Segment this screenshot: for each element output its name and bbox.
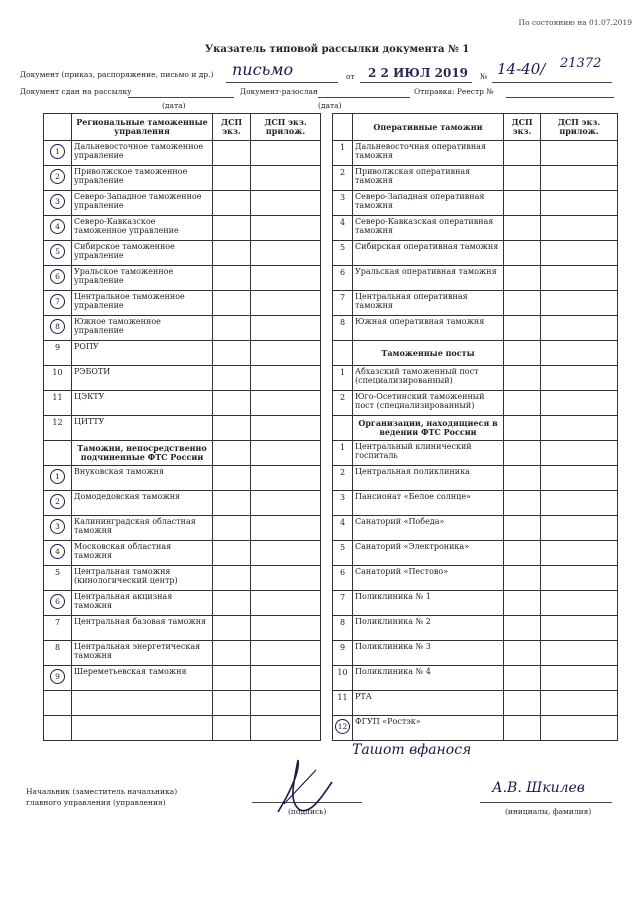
as-of-date: По состоянию на 01.07.2019 [518, 18, 632, 27]
right-recipient-name: Поликлиника № 2 [353, 616, 504, 641]
row-number-right: 2 [333, 166, 353, 191]
column-separator [321, 616, 333, 641]
column-separator [321, 441, 333, 466]
left-recipient-name: Южное таможенное управление [72, 316, 213, 341]
table-row [44, 541, 618, 566]
left-dsp-attach-cell [251, 516, 321, 541]
left-recipient-name [72, 716, 213, 741]
row-number-right [333, 416, 353, 441]
left-dsp-attach-cell [251, 291, 321, 316]
right-recipient-name: Центральный клинический госпиталь [353, 441, 504, 466]
right-dsp-copy-cell [504, 291, 541, 316]
column-separator [321, 191, 333, 216]
left-dsp-copy-cell [213, 441, 251, 466]
row-number-left-value: 2 [50, 494, 65, 509]
row-number-left [44, 391, 72, 416]
right-recipient-name: ФГУП «Ростэк» [353, 716, 504, 741]
right-dsp-attach-cell [541, 616, 618, 641]
table-row [44, 566, 618, 591]
row-number-left-value: 6 [50, 594, 65, 609]
row-number-right: 8 [333, 316, 353, 341]
left-dsp-copy-cell [213, 541, 251, 566]
header-dsp-attach-left: ДСП экз. прилож. [251, 114, 321, 141]
row-number-right: 8 [333, 616, 353, 641]
left-dsp-attach-cell [251, 491, 321, 516]
right-dsp-copy-cell [504, 691, 541, 716]
column-separator [321, 416, 333, 441]
left-recipient-name: Приволжское таможенное управление [72, 166, 213, 191]
row-number-left [44, 316, 72, 341]
right-recipient-name: Уральская оперативная таможня [353, 266, 504, 291]
row-number-right: 3 [333, 191, 353, 216]
left-dsp-attach-cell [251, 616, 321, 641]
header-dsp-copy-right: ДСП экз. [504, 114, 541, 141]
right-recipient-name: Центральная оперативная таможня [353, 291, 504, 316]
column-separator [321, 241, 333, 266]
row-number-left [44, 216, 72, 241]
left-dsp-copy-cell [213, 191, 251, 216]
right-dsp-attach-cell [541, 666, 618, 691]
row-number-left [44, 341, 72, 366]
left-dsp-attach-cell [251, 541, 321, 566]
row-number-left [44, 516, 72, 541]
left-dsp-attach-cell [251, 191, 321, 216]
right-recipient-name: Южная оперативная таможня [353, 316, 504, 341]
left-recipient-name [72, 691, 213, 716]
right-recipient-name: Дальневосточная оперативная таможня [353, 141, 504, 166]
table-row [44, 441, 618, 466]
left-dsp-copy-cell [213, 641, 251, 666]
column-separator [321, 691, 333, 716]
signer-label-2: главного управления (управления) [26, 798, 166, 807]
table-row [44, 516, 618, 541]
row-number-left [44, 591, 72, 616]
left-dsp-copy-cell [213, 166, 251, 191]
table-header-row [44, 114, 618, 141]
row-number-left-value: 3 [50, 519, 65, 534]
column-separator [321, 641, 333, 666]
left-dsp-copy-cell [213, 691, 251, 716]
row-number-right: 6 [333, 566, 353, 591]
header-left-name: Региональные таможенные управления [72, 114, 213, 141]
left-dsp-attach-cell [251, 441, 321, 466]
left-dsp-attach-cell [251, 666, 321, 691]
column-separator [321, 716, 333, 741]
right-dsp-copy-cell [504, 241, 541, 266]
doc-type-value: письмо [232, 60, 294, 79]
right-dsp-attach-cell [541, 141, 618, 166]
right-recipient-name: Юго-Осетинский таможенный пост (специализированный) [353, 391, 504, 416]
column-separator [321, 141, 333, 166]
row-number-left [44, 166, 72, 191]
right-dsp-copy-cell [504, 441, 541, 466]
right-dsp-copy-cell [504, 516, 541, 541]
right-recipient-name: Поликлиника № 4 [353, 666, 504, 691]
table-row [44, 591, 618, 616]
column-separator [321, 366, 333, 391]
right-dsp-attach-cell [541, 516, 618, 541]
left-dsp-copy-cell [213, 416, 251, 441]
right-dsp-copy-cell [504, 166, 541, 191]
row-number-left-value: 1 [50, 144, 65, 159]
left-recipient-name: Центральное таможенное управление [72, 291, 213, 316]
row-number-right: 2 [333, 391, 353, 416]
left-dsp-attach-cell [251, 316, 321, 341]
left-dsp-attach-cell [251, 641, 321, 666]
left-recipient-name: Сибирское таможенное управление [72, 241, 213, 266]
right-recipient-name: Поликлиника № 1 [353, 591, 504, 616]
left-dsp-attach-cell [251, 591, 321, 616]
left-dsp-attach-cell [251, 216, 321, 241]
page-title: Указатель типовой рассылки документа № 1 [205, 44, 470, 55]
row-number-left [44, 466, 72, 491]
left-recipient-name: Северо-Западное таможенное управление [72, 191, 213, 216]
table-row [44, 316, 618, 341]
left-dsp-copy-cell [213, 266, 251, 291]
row-number-right: 1 [333, 366, 353, 391]
left-recipient-name: Северо-Кавказское таможенное управление [72, 216, 213, 241]
right-dsp-attach-cell [541, 491, 618, 516]
table-row [44, 191, 618, 216]
right-recipient-name: Санаторий «Победа» [353, 516, 504, 541]
date-stamp: 2 2 ИЮЛ 2019 [368, 66, 469, 80]
row-number-right: 2 [333, 466, 353, 491]
left-dsp-copy-cell [213, 716, 251, 741]
row-number-left-value: 10 [52, 368, 63, 377]
left-recipient-name: Калининградская областная таможня [72, 516, 213, 541]
right-recipient-name: Центральная поликлиника [353, 466, 504, 491]
row-number-left-value: 8 [50, 319, 65, 334]
number-label: № [480, 72, 488, 81]
left-dsp-copy-cell [213, 241, 251, 266]
signature-caption: (подпись) [288, 807, 327, 816]
left-dsp-copy-cell [213, 316, 251, 341]
left-recipient-name: Шереметьевская таможня [72, 666, 213, 691]
right-dsp-attach-cell [541, 291, 618, 316]
right-dsp-copy-cell [504, 541, 541, 566]
right-dsp-copy-cell [504, 391, 541, 416]
left-dsp-copy-cell [213, 666, 251, 691]
left-dsp-attach-cell [251, 341, 321, 366]
column-separator [321, 541, 333, 566]
left-dsp-copy-cell [213, 291, 251, 316]
right-dsp-copy-cell [504, 191, 541, 216]
row-number-left-value: 3 [50, 194, 65, 209]
right-dsp-attach-cell [541, 591, 618, 616]
right-recipient-name: Северо-Западная оперативная таможня [353, 191, 504, 216]
left-dsp-attach-cell [251, 716, 321, 741]
row-number-left-value: 2 [50, 169, 65, 184]
left-recipient-name: Домодедовская таможня [72, 491, 213, 516]
left-recipient-name: Внуковская таможня [72, 466, 213, 491]
row-number-left [44, 266, 72, 291]
column-separator [321, 316, 333, 341]
left-dsp-attach-cell [251, 466, 321, 491]
table-row [44, 666, 618, 691]
left-dsp-copy-cell [213, 391, 251, 416]
left-dsp-attach-cell [251, 241, 321, 266]
right-recipient-name: Поликлиника № 3 [353, 641, 504, 666]
right-recipient-name: Сибирская оперативная таможня [353, 241, 504, 266]
row-number-right: 4 [333, 516, 353, 541]
table-row [44, 716, 618, 741]
column-separator [321, 291, 333, 316]
row-number-right [333, 341, 353, 366]
doc-number-value: 14-40/ [497, 60, 546, 78]
row-number-right-value: 12 [335, 719, 350, 734]
right-dsp-copy-cell [504, 266, 541, 291]
left-dsp-attach-cell [251, 566, 321, 591]
row-number-left [44, 691, 72, 716]
left-recipient-name: ЦИТТУ [72, 416, 213, 441]
right-recipient-name: Абхазский таможенный пост (специализированный) [353, 366, 504, 391]
row-number-left [44, 641, 72, 666]
row-number-left [44, 366, 72, 391]
table-row [44, 491, 618, 516]
right-dsp-copy-cell [504, 641, 541, 666]
handwritten-note: Ташот вфанося [352, 742, 472, 758]
left-dsp-attach-cell [251, 416, 321, 441]
table-row [44, 691, 618, 716]
row-number-left-value: 6 [50, 269, 65, 284]
row-number-right: 6 [333, 266, 353, 291]
table-row [44, 291, 618, 316]
table-row [44, 416, 618, 441]
row-number-right: 10 [333, 666, 353, 691]
right-dsp-attach-cell [541, 441, 618, 466]
right-dsp-attach-cell [541, 641, 618, 666]
row-number-left [44, 416, 72, 441]
left-recipient-name: Центральная акцизная таможня [72, 591, 213, 616]
row-number-right: 4 [333, 216, 353, 241]
row-number-left [44, 716, 72, 741]
header-dsp-copy-left: ДСП экз. [213, 114, 251, 141]
row-number-left-value: 11 [52, 393, 63, 402]
signature-mark [270, 752, 340, 822]
right-dsp-copy-cell [504, 666, 541, 691]
right-recipient-name: Северо-Кавказская оперативная таможня [353, 216, 504, 241]
distribution-table [43, 113, 618, 741]
table-row [44, 141, 618, 166]
header-num-left [44, 114, 72, 141]
row-number-left-value: 9 [54, 343, 61, 352]
right-recipient-name: Санаторий «Пестово» [353, 566, 504, 591]
row-number-left-value: 5 [54, 568, 61, 577]
column-separator [321, 216, 333, 241]
right-dsp-copy-cell [504, 316, 541, 341]
right-dsp-attach-cell [541, 691, 618, 716]
row-number-left-value: 4 [50, 544, 65, 559]
name-caption: (инициалы, фамилия) [505, 807, 592, 816]
column-separator [321, 491, 333, 516]
column-separator [321, 391, 333, 416]
right-dsp-attach-cell [541, 266, 618, 291]
right-dsp-copy-cell [504, 216, 541, 241]
left-dsp-attach-cell [251, 141, 321, 166]
left-recipient-name: Таможни, непосредственно подчиненные ФТС России [72, 441, 213, 466]
row-number-left [44, 541, 72, 566]
header-right-name: Оперативные таможни [353, 114, 504, 141]
row-number-left-value: 1 [50, 469, 65, 484]
date-caption-2: (дата) [318, 101, 342, 110]
doc-type-label: Документ (приказ, распоряжение, письмо и др.) [20, 70, 214, 79]
right-dsp-attach-cell [541, 466, 618, 491]
from-label: от [346, 72, 355, 81]
row-number-left [44, 566, 72, 591]
right-dsp-copy-cell [504, 491, 541, 516]
right-dsp-attach-cell [541, 316, 618, 341]
right-dsp-copy-cell [504, 466, 541, 491]
right-dsp-attach-cell [541, 566, 618, 591]
left-recipient-name: ЦЭКТУ [72, 391, 213, 416]
left-dsp-attach-cell [251, 391, 321, 416]
right-recipient-name: Приволжская оперативная таможня [353, 166, 504, 191]
table-row [44, 391, 618, 416]
right-dsp-copy-cell [504, 566, 541, 591]
right-dsp-copy-cell [504, 716, 541, 741]
table-row [44, 216, 618, 241]
column-separator [321, 666, 333, 691]
row-number-right: 5 [333, 541, 353, 566]
left-dsp-copy-cell [213, 491, 251, 516]
column-separator [321, 266, 333, 291]
table-row [44, 266, 618, 291]
left-recipient-name: Дальневосточное таможенное управление [72, 141, 213, 166]
left-recipient-name: Центральная энергетическая таможня [72, 641, 213, 666]
right-dsp-copy-cell [504, 591, 541, 616]
row-number-right: 7 [333, 291, 353, 316]
right-dsp-attach-cell [541, 541, 618, 566]
right-dsp-attach-cell [541, 366, 618, 391]
left-recipient-name: Уральское таможенное управление [72, 266, 213, 291]
right-dsp-attach-cell [541, 391, 618, 416]
left-recipient-name: Центральная базовая таможня [72, 616, 213, 641]
row-number-right: 11 [333, 691, 353, 716]
column-separator [321, 114, 333, 141]
right-recipient-name: Пансионат «Белое солнце» [353, 491, 504, 516]
right-dsp-copy-cell [504, 616, 541, 641]
header-num-right [333, 114, 353, 141]
dispatch-label: Отправка: Реестр № [414, 87, 494, 96]
right-recipient-name: Организации, находящиеся в ведении ФТС России [353, 416, 504, 441]
left-dsp-copy-cell [213, 141, 251, 166]
left-dsp-copy-cell [213, 566, 251, 591]
row-number-right: 1 [333, 141, 353, 166]
row-number-right [333, 716, 353, 741]
right-dsp-attach-cell [541, 716, 618, 741]
left-dsp-attach-cell [251, 691, 321, 716]
left-dsp-attach-cell [251, 166, 321, 191]
submitted-label: Документ сдан на рассылку [20, 87, 132, 96]
left-dsp-copy-cell [213, 341, 251, 366]
right-dsp-copy-cell [504, 341, 541, 366]
column-separator [321, 591, 333, 616]
column-separator [321, 516, 333, 541]
row-number-left-value: 7 [50, 294, 65, 309]
row-number-right: 7 [333, 591, 353, 616]
right-dsp-attach-cell [541, 241, 618, 266]
signer-label-1: Начальник (заместитель начальника) [26, 787, 178, 796]
left-recipient-name: Центральная таможня (кинологический центр) [72, 566, 213, 591]
table-row [44, 366, 618, 391]
header-dsp-attach-right: ДСП экз. прилож. [541, 114, 618, 141]
row-number-left [44, 241, 72, 266]
left-dsp-copy-cell [213, 516, 251, 541]
column-separator [321, 466, 333, 491]
row-number-left-value: 4 [50, 219, 65, 234]
row-number-right: 5 [333, 241, 353, 266]
row-number-left [44, 666, 72, 691]
left-dsp-copy-cell [213, 216, 251, 241]
table-row [44, 616, 618, 641]
table-row [44, 466, 618, 491]
row-number-left-value: 8 [54, 643, 61, 652]
right-dsp-copy-cell [504, 141, 541, 166]
row-number-right: 1 [333, 441, 353, 466]
row-number-left [44, 141, 72, 166]
sent-label: Документ-разослан [240, 87, 318, 96]
row-number-left [44, 441, 72, 466]
row-number-left-value: 9 [50, 669, 65, 684]
left-dsp-copy-cell [213, 466, 251, 491]
left-dsp-copy-cell [213, 591, 251, 616]
table-row [44, 241, 618, 266]
right-dsp-attach-cell [541, 341, 618, 366]
column-separator [321, 566, 333, 591]
right-dsp-copy-cell [504, 416, 541, 441]
row-number-left-value: 12 [52, 418, 63, 427]
right-recipient-name: РТА [353, 691, 504, 716]
row-number-left-value: 5 [50, 244, 65, 259]
table-row [44, 641, 618, 666]
left-recipient-name: РЭБОТИ [72, 366, 213, 391]
row-number-left [44, 291, 72, 316]
signer-name: А.В. Шкилев [492, 780, 585, 796]
row-number-right: 9 [333, 641, 353, 666]
row-number-right: 3 [333, 491, 353, 516]
left-recipient-name: Московская областная таможня [72, 541, 213, 566]
row-number-left-value: 7 [54, 618, 61, 627]
row-number-left [44, 491, 72, 516]
row-number-left [44, 616, 72, 641]
right-dsp-attach-cell [541, 216, 618, 241]
left-dsp-copy-cell [213, 366, 251, 391]
left-recipient-name: РОПУ [72, 341, 213, 366]
left-dsp-attach-cell [251, 366, 321, 391]
right-dsp-copy-cell [504, 366, 541, 391]
right-dsp-attach-cell [541, 166, 618, 191]
left-dsp-attach-cell [251, 266, 321, 291]
left-dsp-copy-cell [213, 616, 251, 641]
column-separator [321, 341, 333, 366]
right-recipient-name: Санаторий «Электроника» [353, 541, 504, 566]
right-recipient-name: Таможенные посты [353, 341, 504, 366]
right-dsp-attach-cell [541, 191, 618, 216]
row-number-left [44, 191, 72, 216]
column-separator [321, 166, 333, 191]
doc-number-extra: 21372 [560, 56, 602, 71]
right-dsp-attach-cell [541, 416, 618, 441]
date-caption-1: (дата) [162, 101, 186, 110]
table-row [44, 341, 618, 366]
table-row [44, 166, 618, 191]
